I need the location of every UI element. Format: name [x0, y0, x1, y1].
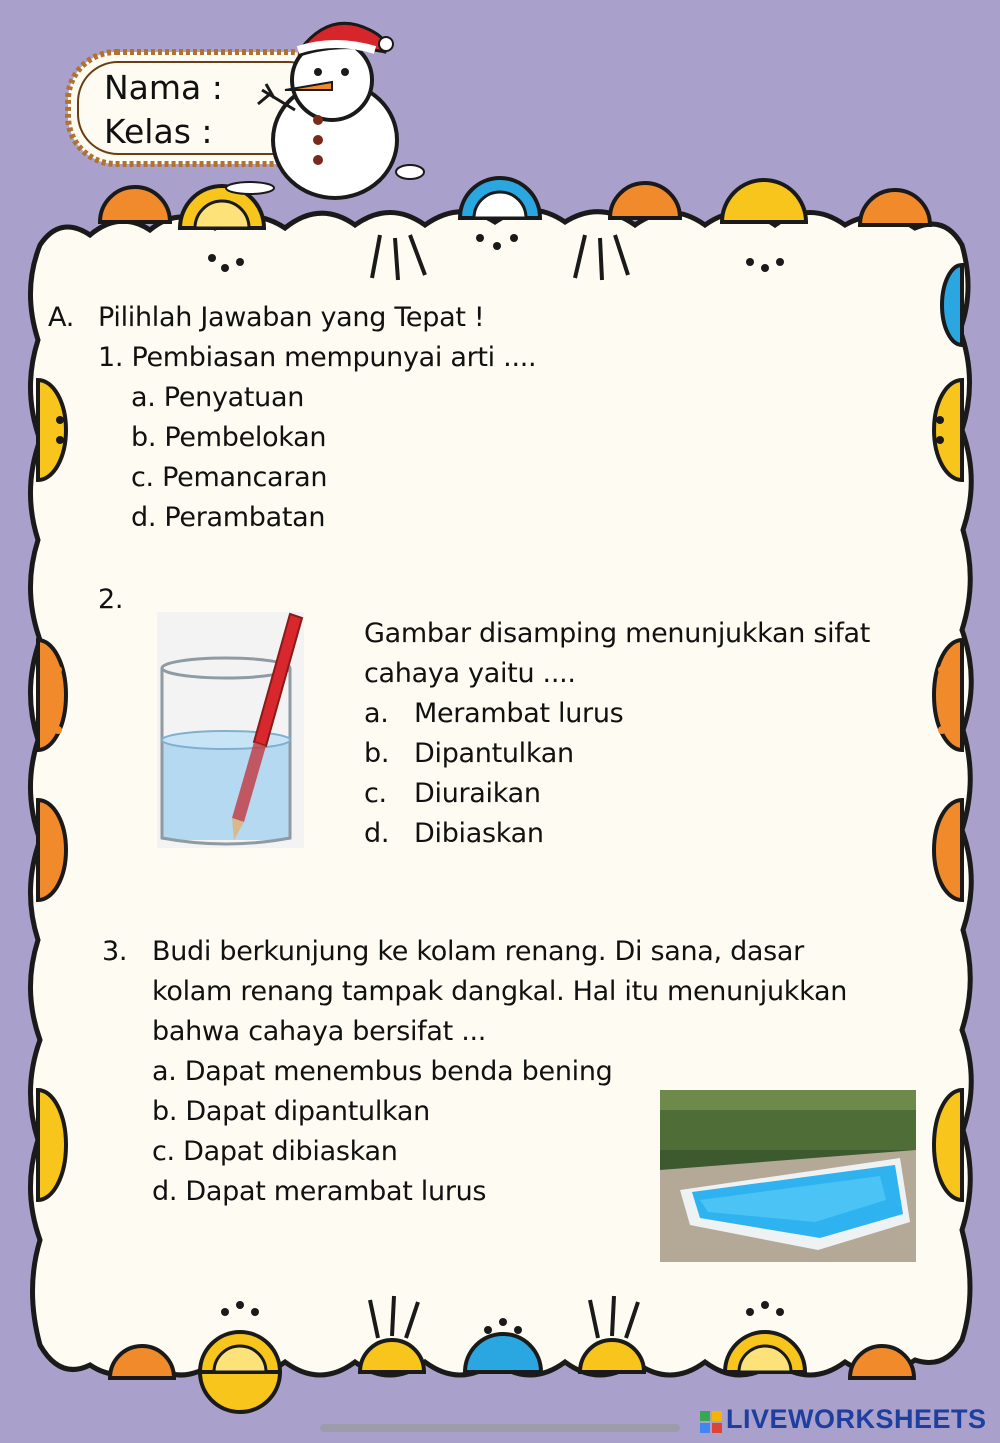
glass-with-pencil-image: [157, 612, 304, 848]
question-2-text-line2: cahaya yaitu ....: [364, 658, 576, 689]
liveworksheets-logo-icon: [700, 1411, 722, 1433]
question-3-number: 3.: [102, 936, 128, 967]
q2-option-d-letter: d.: [364, 818, 390, 849]
name-input[interactable]: [222, 72, 266, 108]
q2-option-d[interactable]: Dibiaskan: [414, 818, 544, 849]
question-2-text-line1: Gambar disamping menunjukkan sifat: [364, 618, 871, 649]
section-letter: A.: [48, 302, 74, 333]
q2-option-a[interactable]: Merambat lurus: [414, 698, 624, 729]
q2-option-b[interactable]: Dipantulkan: [414, 738, 574, 769]
q3-option-d[interactable]: d. Dapat merambat lurus: [152, 1176, 487, 1207]
class-label: Kelas :: [104, 112, 213, 151]
q2-option-a-letter: a.: [364, 698, 389, 729]
question-2-number: 2.: [98, 584, 124, 615]
name-label: Nama :: [104, 68, 223, 107]
q2-option-b-letter: b.: [364, 738, 390, 769]
q2-option-c[interactable]: Diuraikan: [414, 778, 541, 809]
q1-option-a[interactable]: a. Penyatuan: [131, 382, 305, 413]
horizontal-scrollbar[interactable]: [320, 1424, 680, 1432]
q2-option-c-letter: c.: [364, 778, 387, 809]
q3-option-b[interactable]: b. Dapat dipantulkan: [152, 1096, 430, 1127]
q1-option-b[interactable]: b. Pembelokan: [131, 422, 327, 453]
q3-option-c[interactable]: c. Dapat dibiaskan: [152, 1136, 398, 1167]
question-3-line2: kolam renang tampak dangkal. Hal itu menunjukkan: [152, 976, 848, 1007]
question-3-line1: Budi berkunjung ke kolam renang. Di sana, dasar: [152, 936, 804, 967]
swimming-pool-image: [660, 1090, 916, 1262]
brand-name[interactable]: LIVEWORKSHEETS: [726, 1404, 987, 1434]
q1-option-d[interactable]: d. Perambatan: [131, 502, 326, 533]
q1-option-c[interactable]: c. Pemancaran: [131, 462, 328, 493]
section-title: Pilihlah Jawaban yang Tepat !: [98, 302, 485, 333]
question-3-line3: bahwa cahaya bersifat ...: [152, 1016, 487, 1047]
class-input[interactable]: [208, 116, 262, 152]
question-1-text: 1. Pembiasan mempunyai arti ....: [98, 342, 537, 373]
q3-option-a[interactable]: a. Dapat menembus benda bening: [152, 1056, 613, 1087]
